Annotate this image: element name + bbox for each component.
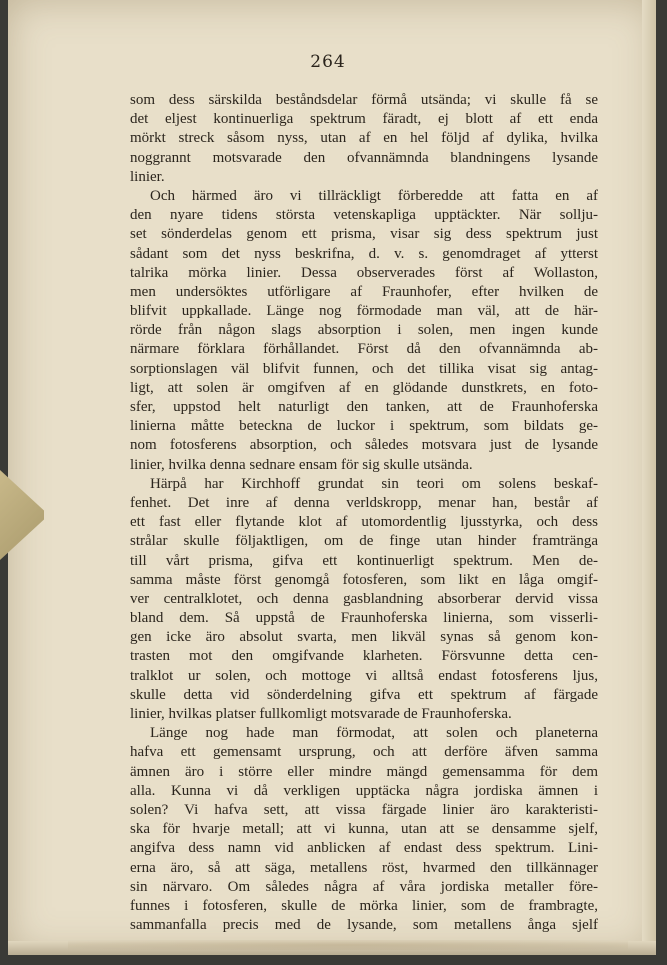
text-line: sorptionslagen väl blifvit funnen, och det tillika visat sig antag- [130, 360, 598, 377]
text-line: tralklot ur solen, och mottoge vi alltså endast fotosferens ljus, [130, 667, 598, 684]
text-line: sfer, uppstod helt naturligt den tanken, att de Fraunhoferska [130, 399, 598, 415]
paper-stain [68, 940, 628, 950]
text-line: ska för hvarje metall; att vi kunna, utan att se densamme sjelf, [130, 821, 598, 838]
text-line: den nyare tidens största vetenskapliga upptäckter. När sollju- [130, 207, 598, 224]
text-line: talrika mörka linier. Dessa observerades först af Wollaston, [130, 264, 598, 281]
text-line: linier, hvilkas platser fullkomligt motsvarade de Fraunhoferska. [130, 706, 512, 722]
text-line: rörde från någon slags absorption i solen, men ingen kunde [130, 322, 598, 339]
text-line: skulle detta vid sönderdelning gifva ett spektrum af färgade [130, 686, 598, 703]
text-line: nom fotosferens absorption, och således motsvara just de lysande [130, 437, 598, 454]
text-line: sådant som det nyss beskrifna, d. v. s. genomdraget af ytterst [130, 245, 598, 262]
text-line: ämnen äro i större eller mindre mängd gemensamma för dem [130, 763, 598, 780]
text-line: sin närvaro. Om således några af våra jordiska metaller före- [130, 878, 598, 895]
text-line: linierna måtte beteckna de luckor i spektrum, som bildats ge- [130, 418, 598, 435]
text-line: blifvit uppkallade. Länge nog förmodade man väl, att de här- [130, 303, 598, 320]
text-line: men undersöktes utförligare af Fraunhofer, efter hvilken de [130, 283, 598, 300]
text-line: ett fast eller flytande klot af utomordentlig ljusstyrka, och dess [130, 514, 598, 531]
text-line: linier. [130, 168, 165, 185]
text-line: linier, hvilka denna sednare ensam för sig skulle utsända. [130, 456, 473, 473]
body-text [130, 91, 598, 935]
text-line: solen? Vi hafva sett, att vissa färgade linier äro karakteristi- [130, 801, 598, 818]
text-line: strålar skulle följaktligen, om de finge utan hinder framtränga [130, 533, 598, 550]
book-page [8, 0, 656, 955]
text-line: till vårt prisma, gifva ett kontinuerligt spektrum. Men de- [130, 552, 598, 569]
text-line: mörkt streck såsom nyss, utan af en hel följd af dylika, hvilka [130, 130, 598, 147]
text-line: gen icke äro absolut svarta, men likväl synas så genom kon- [130, 629, 598, 646]
text-line: ligt, att solen är omgifven af en glödande dunstkrets, en foto- [130, 379, 598, 396]
text-line: ver centralklotet, och denna gasblandning absorberar dervid vissa [130, 590, 598, 607]
text-line: som dess särskilda beståndsdelar förmå utsända; vi skulle få se [130, 92, 598, 108]
page-edge [642, 0, 656, 955]
text-line: set sönderdelas genom ett prisma, visar sig dess spektrum just [130, 226, 598, 243]
text-line: hafva ett gemensamt ursprung, och att derföre äfven samma [130, 744, 598, 761]
text-line: närmare förklara förhållandet. Först då den ofvannämnda ab- [130, 341, 598, 358]
text-line: det eljest kontinuerliga spektrum färadt, ej blott af ett enda [130, 111, 598, 128]
text-line: Och härmed äro vi tillräckligt förberedde att fatta en af [150, 187, 598, 204]
text-line: Länge nog hade man förmodat, att solen och planeterna [150, 725, 598, 742]
page-number: 264 [310, 52, 346, 72]
text-line: alla. Kunna vi då verkligen upptäcka några jordiska ämnen i [130, 782, 598, 799]
text-line: Härpå har Kirchhoff grundat sin teori om solens beskaf- [150, 475, 598, 492]
text-line: sammanfalla precis med de lysande, som metallens ånga sjelf [130, 917, 598, 934]
text-line: trasten mot den omgifvande klarheten. Försvunne detta cen- [130, 648, 598, 665]
text-line: noggrannt motsvarade den ofvannämnda blandningens lysande [130, 149, 598, 166]
text-line: funnes i fotosferen, skulle de mörka linier, som de frambragte, [130, 897, 598, 914]
text-line: angifva dess namn vid anblicken af endast dess spektrum. Lini- [130, 840, 598, 857]
text-line: erna äro, så att säga, metallens röst, hvarmed den tillkännager [130, 859, 598, 876]
text-line: fenhet. Det inre af denna verldskropp, menar han, består af [130, 494, 598, 511]
text-line: bland dem. Så uppstå de Fraunhoferska linierna, som visserli- [130, 610, 598, 627]
text-line: samma måste först genomgå fotosferen, som likt en låga omgif- [130, 571, 598, 588]
